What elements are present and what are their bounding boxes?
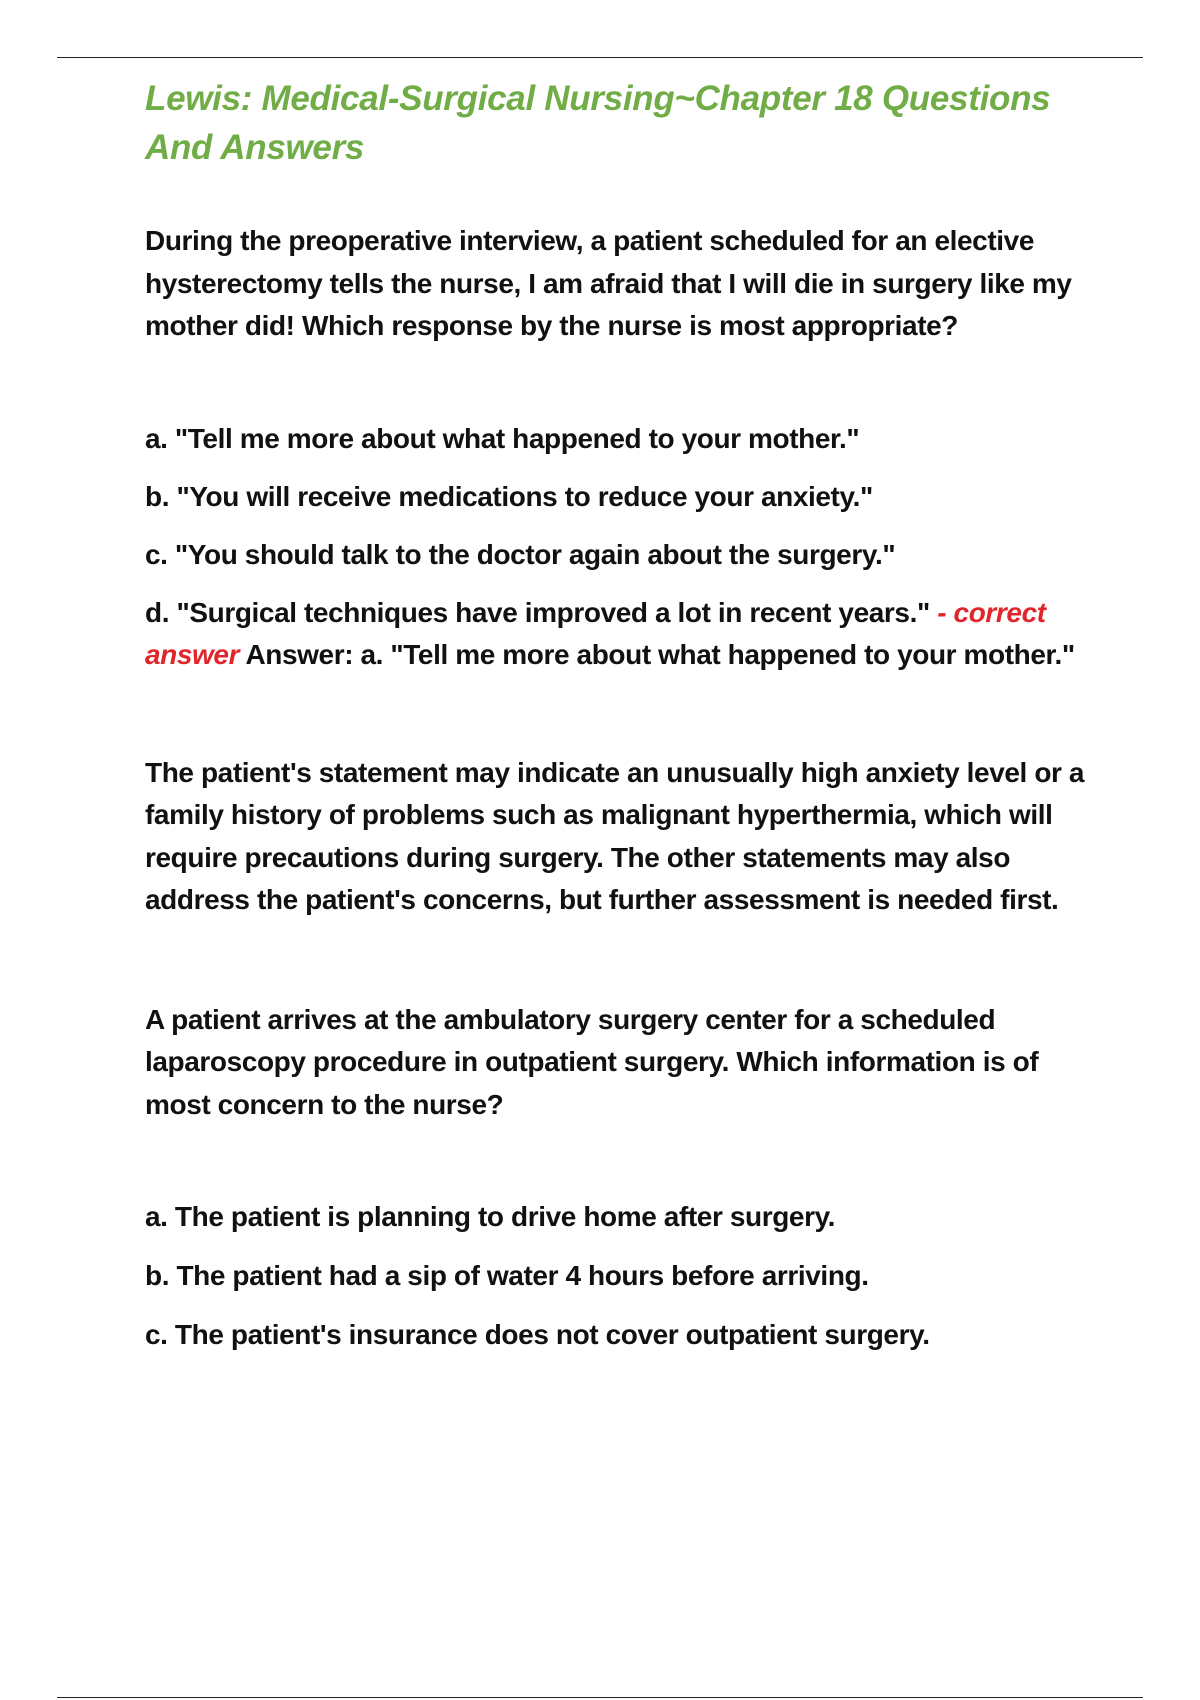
question-1-rationale: The patient's statement may indicate an unusually high anxiety level or a family history of problems such as malignant hyperthermia, which will require precautions during surgery. The other statements may also address the patient's concerns, but further assessment is needed first.	[145, 756, 1085, 915]
document-title: Lewis: Medical-Surgical Nursing~Chapter 18 Questions And Answers	[145, 79, 1051, 167]
question-1-option-c: c. "You should talk to the doctor again about the surgery."	[145, 538, 896, 570]
question-2-stem: A patient arrives at the ambulatory surgery center for a scheduled laparoscopy procedure in outpatient surgery. Which information is of most concern to the nurse?	[145, 1003, 1039, 1120]
question-2-option-b: b. The patient had a sip of water 4 hours before arriving.	[145, 1260, 869, 1291]
question-2-option-a: a. The patient is planning to drive home after surgery.	[145, 1201, 836, 1232]
question-2-options	[145, 1196, 1105, 1356]
question-1-stem: During the preoperative interview, a patient scheduled for an elective hysterectomy tells the nurse, I am afraid that I will die in surgery like my mother did! Which response by the nurse is most appropriate?	[145, 225, 1072, 341]
question-1-option-d-text: d. "Surgical techniques have improved a lot in recent years."	[145, 596, 930, 628]
correct-answer-marker: - correct answer	[145, 596, 1046, 670]
document-body	[145, 74, 1105, 1373]
question-1-answer: Answer: a. "Tell me more about what happened to your mother."	[239, 638, 1075, 670]
question-1-options	[145, 418, 1105, 676]
top-rule	[57, 57, 1143, 58]
question-1-option-a: a. "Tell me more about what happened to your mother."	[145, 422, 860, 454]
question-1-option-b: b. "You will receive medications to reduce your anxiety."	[145, 480, 873, 512]
bottom-rule	[57, 1697, 1143, 1698]
question-2-option-c: c. The patient's insurance does not cover outpatient surgery.	[145, 1319, 930, 1350]
question-1-option-d	[145, 592, 1105, 676]
